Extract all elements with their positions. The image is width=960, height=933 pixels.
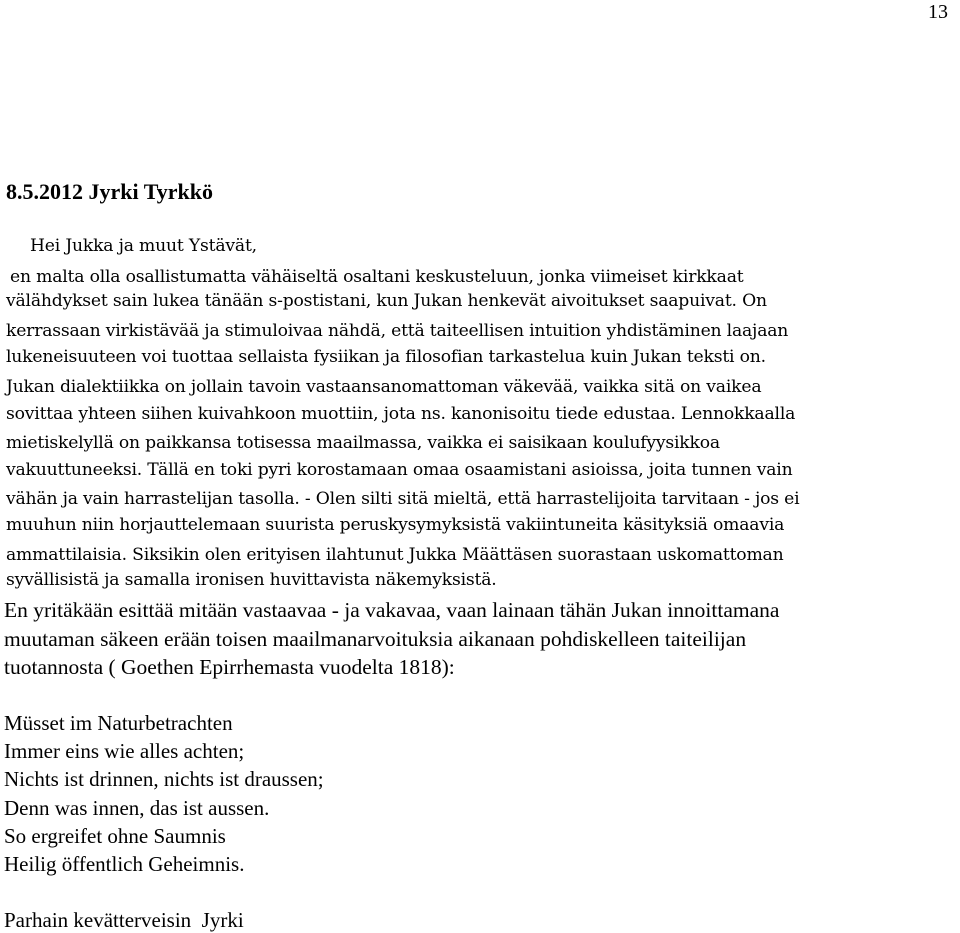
body-line: vähän ja vain harrastelijan tasolla. - Olen silti sitä mieltä, että harrastelijoita tarvitaan - jos ei [6, 489, 800, 509]
body-line: syvällisistä ja samalla ironisen huvittavista näkemyksistä. [6, 570, 497, 590]
poem-line: Immer eins wie alles achten; [4, 739, 245, 763]
body-line: kerrassaan virkistävää ja stimuloivaa nähdä, että taiteellisen intuition yhdistäminen laajaan [6, 321, 789, 341]
body-line: muutaman säkeen erään toisen maailmanarvoituksia aikanaan pohdiskelleen taiteilijan [4, 627, 747, 651]
body-line: välähdykset sain lukea tänään s-postistani, kun Jukan henkevät aivoitukset saapuivat. On [6, 291, 767, 311]
body-line: vakuuttuneeksi. Tällä en toki pyri korostamaan omaa osaamistani asioissa, joita tunnen vain [6, 460, 793, 480]
body-line: Hei Jukka ja muut Ystävät, [30, 236, 257, 256]
body-line: lukeneisuuteen voi tuottaa sellaista fysiikan ja filosofian tarkastelua kuin Jukan teksti on. [6, 347, 766, 367]
poem-line: So ergreifet ohne Saumnis [4, 824, 226, 848]
body-line: En yritäkään esittää mitään vastaavaa - ja vakavaa, vaan lainaan tähän Jukan innoittamana [4, 598, 780, 622]
poem-line: Müsset im Naturbetrachten [4, 711, 233, 735]
page-number: 13 [928, 1, 948, 23]
body-line: Jukan dialektiikka on jollain tavoin vastaansanomattoman väkevää, vaikka sitä on vaikea [6, 377, 762, 397]
body-line: en malta olla osallistumatta vähäiseltä osaltani keskusteluun, jonka viimeiset kirkkaat [10, 267, 744, 287]
poem-line: Nichts ist drinnen, nichts ist draussen; [4, 767, 324, 791]
poem-line: Denn was innen, das ist aussen. [4, 796, 270, 820]
body-line: muuhun niin horjauttelemaan suurista peruskysymyksistä vakiintuneita käsityksiä omaavia [6, 515, 785, 535]
poem-line: Heilig öffentlich Geheimnis. [4, 852, 245, 876]
letter-heading: 8.5.2012 Jyrki Tyrkkö [6, 179, 213, 204]
body-line: mietiskelyllä on paikkansa totisessa maailmassa, vaikka ei saisikaan koulufyysikkoa [6, 433, 720, 453]
body-line: ammattilaisia. Siksikin olen erityisen ilahtunut Jukka Määttäsen suorastaan uskomattoman [6, 545, 784, 565]
body-line: tuotannosta ( Goethen Epirrhemasta vuodelta 1818): [4, 655, 455, 679]
signature: Parhain kevätterveisin Jyrki [4, 908, 244, 932]
body-line: sovittaa yhteen siihen kuivahkoon muottiin, jota ns. kanonisoitu tiede edustaa. Lennokkaalla [6, 404, 796, 424]
